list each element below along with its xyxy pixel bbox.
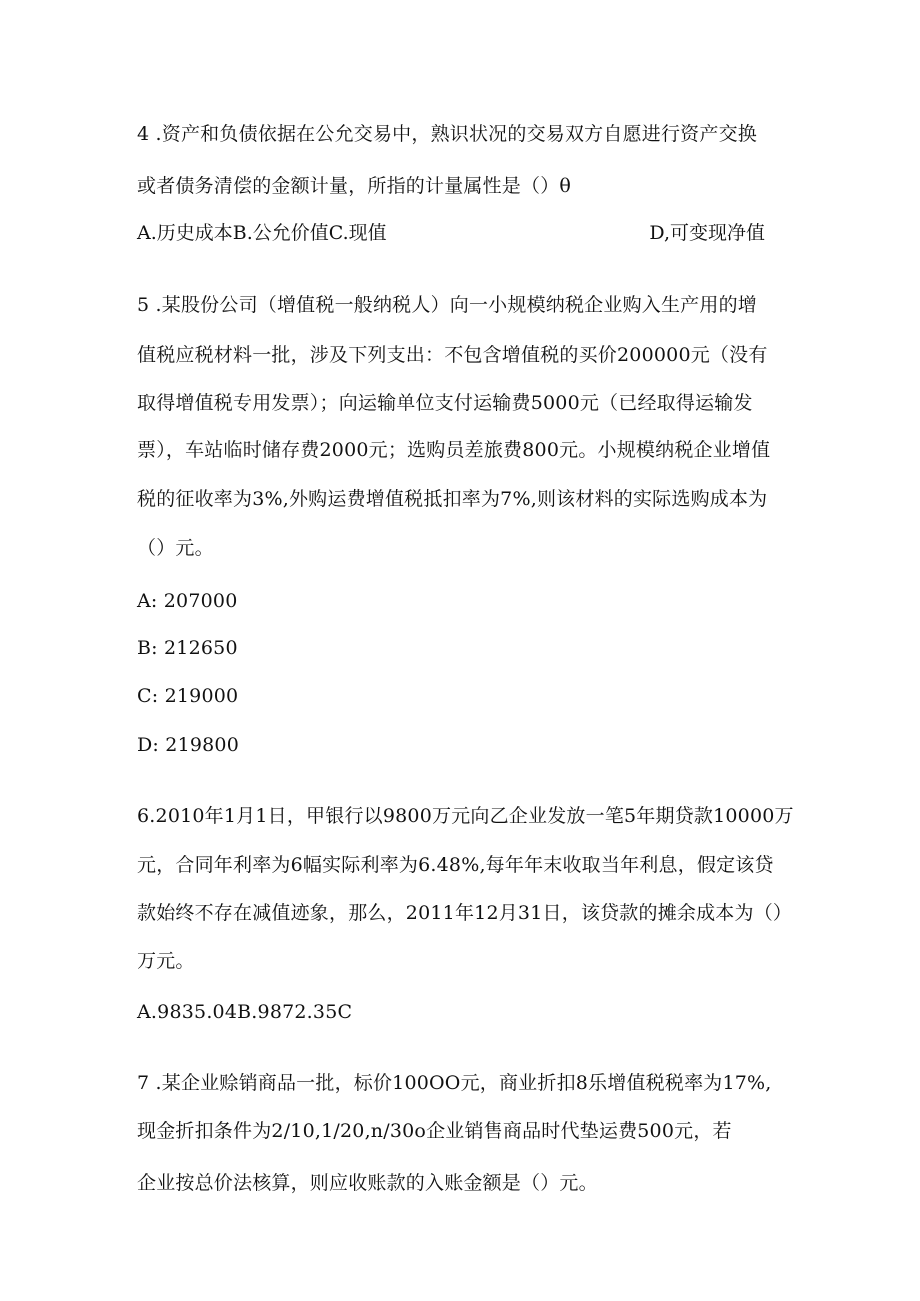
q5-option-c: C: 219000 bbox=[137, 685, 239, 707]
q4-options-row bbox=[137, 221, 777, 245]
q5-line-3: 取得增值税专用发票）；向运输单位支付运输费5000元（已经取得运输发 bbox=[137, 392, 753, 414]
q6-line-3: 款始终不存在减值迹象，那么，2011年12月31日，该贷款的摊余成本为（） bbox=[137, 902, 793, 924]
q5-line-4: 票），车站临时储存费2000元；选购员差旅费800元。小规模纳税企业增值 bbox=[137, 439, 771, 461]
q4-line-1: 4 .资产和负债依据在公允交易中，熟识状况的交易双方自愿进行资产交换 bbox=[137, 123, 757, 145]
q4-option-d: D,可变现净值 bbox=[649, 222, 765, 244]
q4-options-left: A.历史成本B.公允价值C.现值 bbox=[137, 222, 387, 244]
q4-line-2: 或者债务清偿的金额计量，所指的计量属性是（）θ bbox=[137, 175, 572, 197]
q7-line-2: 现金折扣条件为2/10,1/20,n/30o企业销售商品时代垫运费500元，若 bbox=[137, 1120, 732, 1142]
q5-line-1: 5 .某股份公司（增值税一般纳税人）向一小规模纳税企业购入生产用的增 bbox=[137, 294, 757, 316]
q7-line-3: 企业按总价法核算，则应收账款的入账金额是（）元。 bbox=[137, 1172, 598, 1194]
q5-option-d: D: 219800 bbox=[137, 734, 240, 756]
q6-options: A.9835.04B.9872.35C bbox=[137, 1001, 353, 1023]
q5-line-2: 值税应税材料一批，涉及下列支出：不包含增值税的买价200000元（没有 bbox=[137, 344, 768, 366]
q5-option-a: A: 207000 bbox=[137, 590, 238, 612]
q6-line-1: 6.2010年1月1日，甲银行以9800万元向乙企业发放一笔5年期贷款10000万 bbox=[137, 805, 794, 827]
q5-line-5: 税的征收率为3%,外购运费增值税抵扣率为7%,则该材料的实际选购成本为 bbox=[137, 488, 768, 510]
q7-line-1: 7 .某企业赊销商品一批，标价100OO元，商业折扣8乐增值税税率为17%, bbox=[137, 1072, 772, 1094]
q6-line-4: 万元。 bbox=[137, 950, 195, 972]
q5-line-6: （）元。 bbox=[137, 537, 214, 559]
q5-option-b: B: 212650 bbox=[137, 637, 238, 659]
q6-line-2: 元，合同年利率为6幅实际利率为6.48%,每年年末收取当年利息，假定该贷 bbox=[137, 854, 774, 876]
